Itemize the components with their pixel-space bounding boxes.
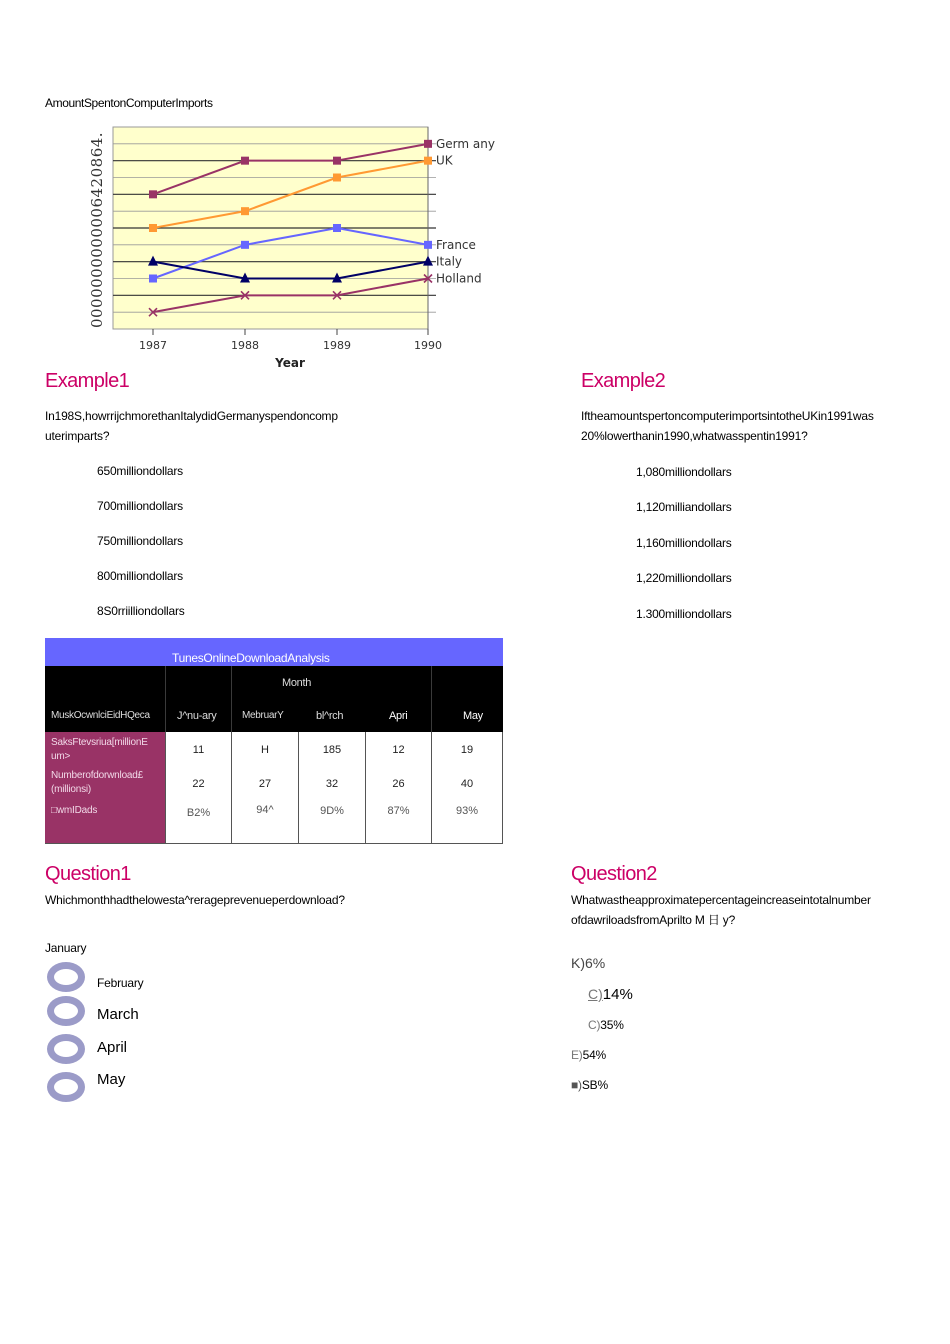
table-header	[45, 666, 503, 732]
option-value: 6%	[585, 955, 606, 971]
data-point	[241, 241, 249, 249]
download-analysis-table	[45, 638, 503, 844]
series-label: UK	[436, 153, 453, 168]
example1-question-line: In198S,howrrijchmorethanItalydidGermanyspendoncomp	[45, 409, 338, 423]
radio-ring-icon[interactable]	[47, 1072, 85, 1102]
x-tick-label: 1987	[139, 339, 167, 352]
option-value: 35%	[600, 1018, 624, 1032]
example1-option[interactable]: 700milliondollars	[97, 499, 183, 513]
row-label	[51, 804, 97, 818]
x-tick-label: 1989	[323, 339, 351, 352]
table-cell: 27	[258, 778, 272, 790]
option-prefix: K)	[571, 955, 585, 971]
radio-ring-icon[interactable]	[47, 962, 85, 992]
row-labels	[45, 732, 166, 844]
row-label-line: Numberofdorwnload£	[51, 770, 144, 781]
row-label-line: SaksFtevsriua[millionE	[51, 737, 148, 748]
option-value: 54%	[582, 1048, 607, 1062]
question1-text: Whichmonthhadthelowesta^rerageprevenueperdownload?	[45, 893, 345, 907]
question2-option[interactable]	[571, 1048, 606, 1062]
series-label: France	[436, 237, 476, 252]
question2-option[interactable]	[571, 1078, 608, 1092]
example1-question-line: uterimparts?	[45, 429, 110, 443]
radio-ring-icon[interactable]	[47, 1034, 85, 1064]
option-prefix: E)	[571, 1048, 583, 1062]
data-point	[149, 224, 157, 232]
table-cell: 12	[392, 744, 405, 756]
data-point	[149, 275, 157, 283]
data-point	[241, 157, 249, 165]
option-prefix: C)	[588, 986, 603, 1002]
series-labels	[436, 137, 495, 286]
data-point	[333, 174, 341, 182]
x-tick-label: 1990	[414, 339, 442, 352]
table-cell: H	[261, 744, 269, 756]
question1-option[interactable]: February	[97, 976, 144, 990]
example2-heading: Example2	[581, 370, 666, 392]
question1-heading: Question1	[45, 863, 131, 885]
question2-option[interactable]	[588, 986, 633, 1003]
month-header: Apri	[389, 710, 408, 722]
option-prefix: ■)	[571, 1078, 582, 1092]
data-point	[333, 157, 341, 165]
question1-option[interactable]: April	[97, 1039, 128, 1056]
y-axis-label: 0000000000006420864.	[88, 131, 106, 329]
example1-option[interactable]: 750milliondollars	[97, 534, 183, 548]
example2-question-line: IftheamountspertoncomputerimportsintotheUKin1991was	[581, 409, 874, 423]
question2-option[interactable]	[571, 955, 605, 971]
table-cell: 9D%	[320, 805, 344, 817]
table-title: TunesOnlineDownloadAnalysis	[172, 651, 330, 665]
question2-question	[571, 890, 871, 930]
table-cell: B2%	[186, 807, 211, 819]
data-point	[149, 190, 157, 198]
data-point	[424, 140, 432, 148]
table-cell: 40	[460, 778, 474, 790]
month-header: MebruarY	[242, 710, 284, 721]
question1-option[interactable]: March	[97, 1006, 139, 1023]
example1-heading: Example1	[45, 370, 130, 392]
option-value: SB%	[581, 1078, 608, 1092]
row-label-line: (millionsi)	[51, 784, 92, 795]
example2-option[interactable]: 1,120milliandollars	[636, 500, 732, 514]
x-axis-ticks	[139, 329, 442, 352]
month-group-header: Month	[282, 677, 312, 689]
data-point	[424, 157, 432, 165]
option-prefix: C)	[588, 1018, 601, 1032]
chart-title: AmountSpentonComputerImports	[45, 96, 213, 110]
table-cell: 87%	[387, 805, 410, 817]
table-cell: 22	[192, 778, 205, 790]
radio-ring-icon[interactable]	[47, 996, 85, 1026]
example1-option[interactable]: 8S0rriilliondollars	[97, 604, 185, 618]
table-title-band	[45, 638, 503, 666]
example2-option[interactable]: 1.300milliondollars	[636, 607, 732, 621]
table-cell: 185	[322, 744, 342, 756]
example2-question	[581, 406, 874, 446]
line-chart	[80, 118, 520, 370]
month-header: May	[463, 710, 483, 722]
table-cell: 93%	[455, 805, 479, 817]
table-cell: 11	[192, 744, 205, 756]
question2-text-line: Whatwastheapproximatepercentageincreaseintotalnumber	[571, 893, 871, 907]
question1-option[interactable]: January	[45, 941, 87, 955]
row-label-line: um>	[51, 751, 71, 762]
data-point	[424, 241, 432, 249]
row-label-line: □wmIDads	[51, 805, 98, 816]
data-point	[333, 224, 341, 232]
corner-label: MuskOcwnlciEidHQeca	[51, 710, 150, 721]
month-header: bl^rch	[316, 710, 344, 722]
series-label: Italy	[436, 254, 463, 269]
month-header: J^nu-ary	[177, 710, 217, 722]
series-label: Germ any	[436, 136, 495, 151]
example2-option[interactable]: 1,220milliondollars	[636, 571, 732, 585]
row-label	[51, 736, 148, 764]
table-cell: 19	[460, 744, 474, 756]
table-cell: 26	[392, 778, 405, 790]
x-tick-label: 1988	[231, 339, 259, 352]
question2-heading: Question2	[571, 863, 657, 885]
question2-option[interactable]	[588, 1018, 624, 1032]
example1-question	[45, 406, 338, 446]
example1-option[interactable]: 800milliondollars	[97, 569, 183, 583]
option-value: 14%	[602, 986, 633, 1003]
row-label	[51, 769, 143, 797]
question2-text-line: ofdawriloadsfromAprilto M 日 y?	[571, 913, 736, 927]
series-label: Holland	[436, 271, 482, 286]
x-axis-label: Year	[275, 356, 305, 370]
example2-option[interactable]: 1,160milliondollars	[636, 536, 732, 550]
table-cell: 94^	[256, 804, 274, 816]
data-point	[241, 207, 249, 215]
example2-option[interactable]: 1,080milliondollars	[636, 465, 732, 479]
example2-question-line: 20%lowerthanin1990,whatwasspentin1991?	[581, 429, 808, 443]
example1-option[interactable]: 650milliondollars	[97, 464, 183, 478]
table-cell: 32	[325, 778, 339, 790]
question1-option[interactable]: May	[97, 1071, 126, 1088]
